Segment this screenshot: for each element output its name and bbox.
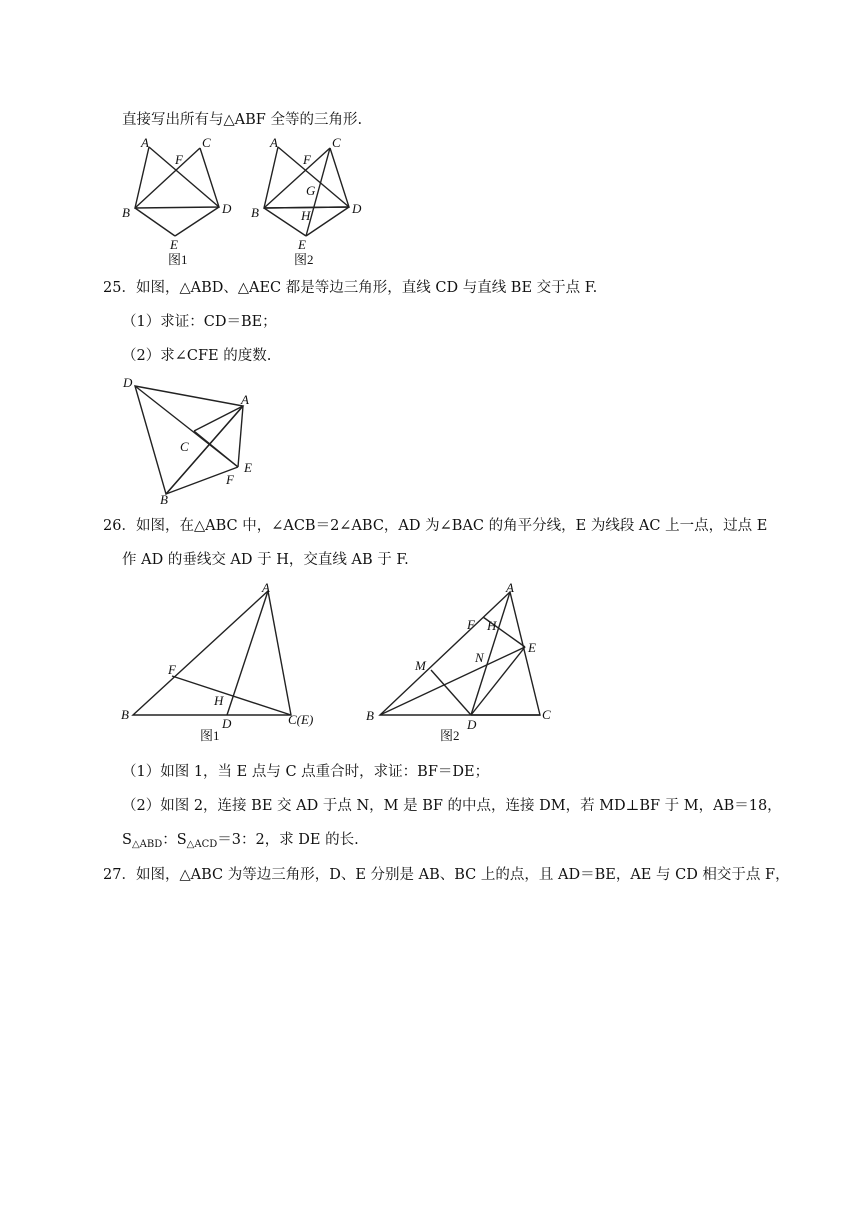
label-C: C bbox=[180, 439, 189, 454]
figure-caption-2: 图2 bbox=[440, 728, 460, 743]
figure-24-1 bbox=[122, 135, 232, 267]
q26-stem-line1: 26．如图，在△ABC 中，∠ACB＝2∠ABC，AD 为∠BAC 的角平分线，E 为线段 AC 上一点，过点 E bbox=[103, 518, 768, 534]
ratio-mid: ：S bbox=[162, 832, 187, 848]
q27-stem: 27．如图，△ABC 为等边三角形，D、E 分别是 AB、BC 上的点，且 AD＝BE，AE 与 CD 相交于点 F， bbox=[103, 867, 790, 883]
figure-24 bbox=[115, 133, 375, 268]
label-F: F bbox=[467, 617, 475, 632]
label-M: M bbox=[415, 658, 426, 673]
q26-part2: （2）如图 2，连接 BE 交 AD 于点 N，M 是 BF 的中点，连接 DM，若 MD⊥BF 于 M，AB＝18， bbox=[122, 798, 782, 814]
label-C: C bbox=[202, 135, 211, 150]
figure-25 bbox=[118, 372, 268, 507]
label-D: D bbox=[123, 375, 133, 390]
label-F: F bbox=[175, 152, 183, 167]
label-E: E bbox=[528, 640, 536, 655]
label-A: A bbox=[262, 580, 270, 595]
intro-text: 直接写出所有与△ABF 全等的三角形. bbox=[122, 112, 363, 128]
ratio-sub1: △ABD bbox=[131, 839, 163, 850]
figure-24-2 bbox=[251, 135, 362, 267]
q25-part1: （1）求证：CD＝BE； bbox=[122, 314, 277, 330]
label-E: E bbox=[244, 460, 252, 475]
q26-part2-ratio bbox=[122, 830, 359, 855]
label-A: A bbox=[506, 580, 514, 595]
figure-caption-1: 图1 bbox=[168, 252, 188, 267]
label-F: F bbox=[303, 152, 311, 167]
label-C: C bbox=[332, 135, 341, 150]
q25-part2: （2）求∠CFE 的度数. bbox=[122, 348, 272, 364]
label-N: N bbox=[475, 650, 484, 665]
figure-caption-2: 图2 bbox=[294, 252, 314, 267]
label-B: B bbox=[366, 708, 374, 723]
q26-part1: （1）如图 1，当 E 点与 C 点重合时，求证：BF＝DE； bbox=[122, 764, 490, 780]
label-D: D bbox=[222, 201, 232, 216]
ratio-sub2: △ACD bbox=[186, 839, 218, 850]
label-B: B bbox=[122, 205, 130, 220]
label-A: A bbox=[241, 392, 249, 407]
figure-26-2 bbox=[360, 580, 560, 745]
label-B: B bbox=[160, 492, 168, 507]
figure-26-1 bbox=[118, 580, 333, 745]
label-F: F bbox=[226, 472, 234, 487]
label-B: B bbox=[121, 707, 129, 722]
ratio-end: ＝3：2，求 DE 的长. bbox=[217, 832, 359, 848]
label-G: G bbox=[306, 183, 316, 198]
label-A: A bbox=[270, 135, 278, 150]
q25-stem: 25．如图，△ABD、△AEC 都是等边三角形，直线 CD 与直线 BE 交于点 F. bbox=[103, 280, 598, 296]
label-A: A bbox=[141, 135, 149, 150]
label-D: D bbox=[467, 717, 477, 732]
ratio-s1: S bbox=[122, 832, 132, 848]
figure-caption-1: 图1 bbox=[200, 728, 220, 743]
label-B: B bbox=[251, 205, 259, 220]
label-E: E bbox=[170, 237, 178, 252]
label-C: C bbox=[542, 707, 551, 722]
label-D: D bbox=[352, 201, 362, 216]
label-H: H bbox=[214, 693, 224, 708]
label-F: F bbox=[168, 662, 176, 677]
label-H: H bbox=[301, 208, 311, 223]
label-CE: C(E) bbox=[288, 712, 314, 727]
label-E: E bbox=[298, 237, 306, 252]
q26-stem-line2: 作 AD 的垂线交 AD 于 H，交直线 AB 于 F. bbox=[122, 552, 409, 568]
label-D: D bbox=[222, 716, 232, 731]
label-H: H bbox=[487, 618, 497, 633]
